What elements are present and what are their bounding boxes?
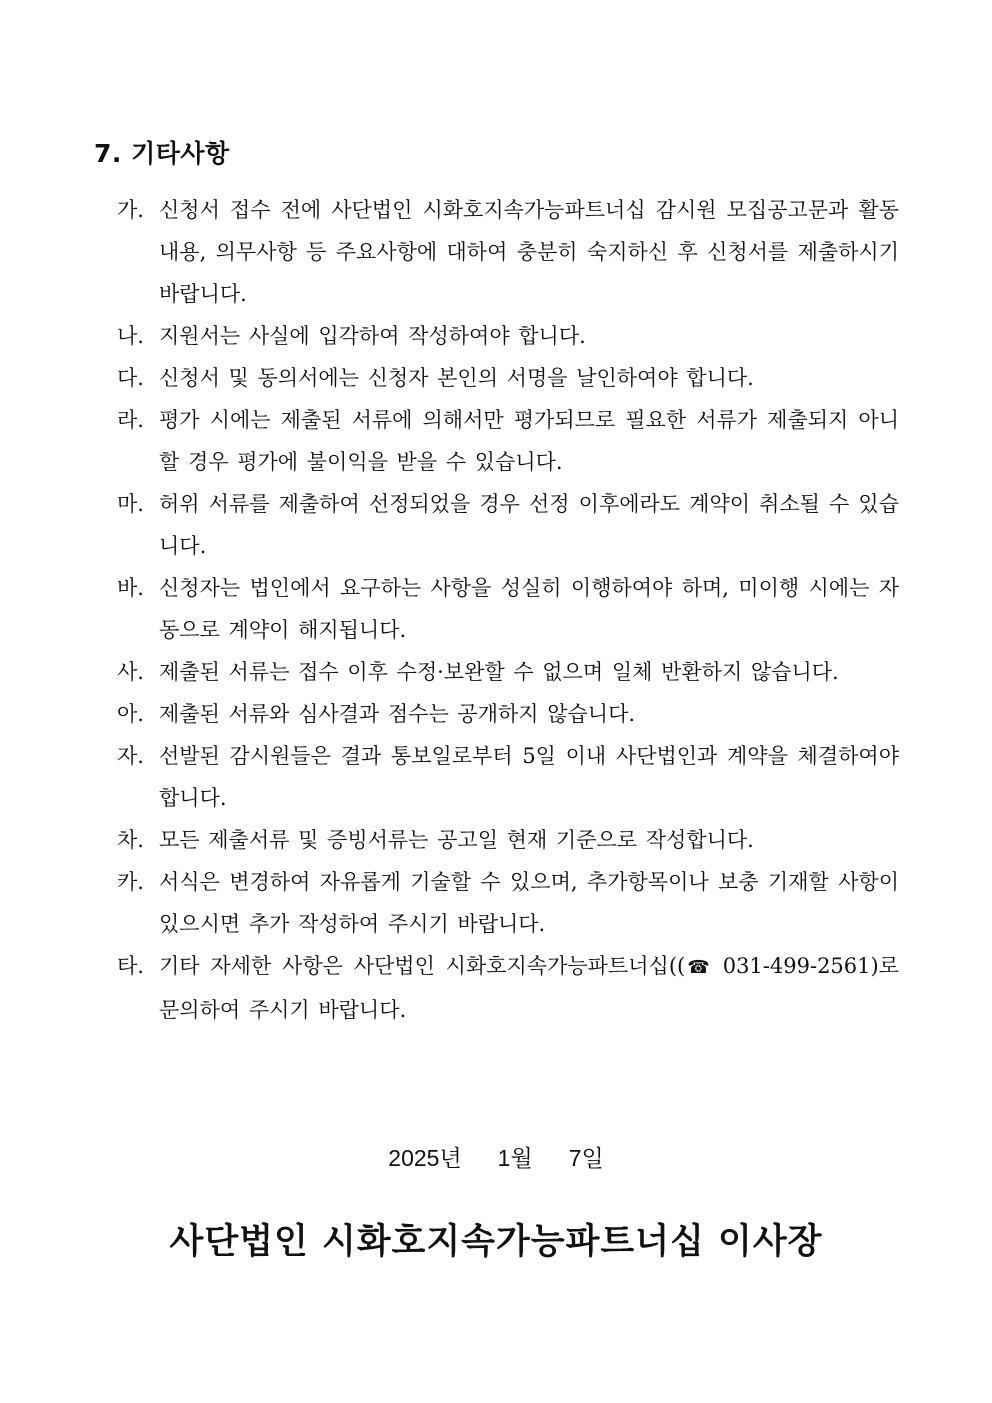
list-item [117, 399, 899, 483]
item-text: 허위 서류를 제출하여 선정되었을 경우 선정 이후에라도 계약이 취소될 수 있습니다. [159, 492, 899, 558]
item-marker: 카. [117, 870, 144, 894]
item-text: 평가 시에는 제출된 서류에 의해서만 평가되므로 필요한 서류가 제출되지 아니할 경우 평가에 불이익을 받을 수 있습니다. [159, 408, 899, 474]
item-text: 지원서는 사실에 입각하여 작성하여야 합니다. [159, 324, 586, 348]
item-text: 신청서 접수 전에 사단법인 시화호지속가능파트너십 감시원 모집공고문과 활동내용, 의무사항 등 주요사항에 대하여 충분히 숙지하신 후 신청서를 제출하시기 바랍니다. [159, 198, 899, 306]
item-marker: 사. [117, 660, 144, 684]
item-text: 제출된 서류와 심사결과 점수는 공개하지 않습니다. [159, 702, 636, 726]
list-item [117, 189, 899, 315]
item-text: 제출된 서류는 접수 이후 수정·보완할 수 없으며 일체 반환하지 않습니다. [159, 660, 839, 684]
list-item [117, 735, 899, 819]
item-marker: 가. [117, 198, 144, 222]
contact-text-before: 기타 자세한 사항은 사단법인 시화호지속가능파트너십(( [159, 954, 686, 978]
item-marker: 나. [117, 324, 144, 348]
list-item [117, 819, 899, 861]
date-day: 7일 [568, 1145, 604, 1171]
item-text: 선발된 감시원들은 결과 통보일로부터 5일 이내 사단법인과 계약을 체결하여야 합니다. [159, 744, 899, 810]
list-item [117, 693, 899, 735]
list-item [117, 483, 899, 567]
contact-text [159, 945, 899, 1031]
item-list [117, 189, 899, 1031]
list-item [117, 357, 899, 399]
document-date [0, 1140, 992, 1173]
item-marker: 타. [117, 954, 144, 978]
item-marker: 차. [117, 828, 144, 852]
issuer-signature: 사단법인 시화호지속가능파트너십 이사장 [169, 1221, 823, 1262]
telephone-icon: ☎ [685, 957, 712, 978]
list-item [117, 651, 899, 693]
item-marker: 자. [117, 744, 144, 768]
item-marker: 다. [117, 366, 144, 390]
item-marker: 바. [117, 576, 144, 600]
item-text: 서식은 변경하여 자유롭게 기술할 수 있으며, 추가항목이나 보충 기재할 사항이 있으시면 추가 작성하여 주시기 바랍니다. [159, 870, 899, 936]
date-year: 2025년 [388, 1145, 462, 1171]
list-item [117, 567, 899, 651]
contact-text-after: 로 문의하여 주시기 바랍니다. [159, 954, 900, 1022]
contact-phone-number: 031-499-2561) [711, 954, 879, 978]
date-month: 1월 [497, 1145, 533, 1171]
contact-item [117, 945, 899, 1031]
item-marker: 아. [117, 702, 144, 726]
item-marker: 라. [117, 408, 144, 432]
list-item [117, 315, 899, 357]
section-title: 7. 기타사항 [94, 139, 230, 168]
item-text: 신청서 및 동의서에는 신청자 본인의 서명을 날인하여야 합니다. [159, 366, 754, 390]
item-marker: 마. [117, 492, 144, 516]
item-text: 신청자는 법인에서 요구하는 사항을 성실히 이행하여야 하며, 미이행 시에는 자동으로 계약이 해지됩니다. [159, 576, 899, 642]
list-item [117, 861, 899, 945]
item-text: 모든 제출서류 및 증빙서류는 공고일 현재 기준으로 작성합니다. [159, 828, 754, 852]
